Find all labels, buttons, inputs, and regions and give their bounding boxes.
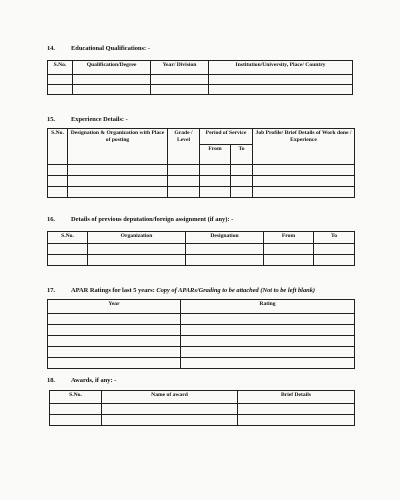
col-sno: S.No. [48, 232, 88, 244]
table-row[interactable] [48, 255, 355, 266]
col-to: To [314, 232, 355, 244]
table-row[interactable] [48, 165, 355, 176]
col-sno: S.No. [48, 129, 68, 165]
awards-table [49, 390, 355, 426]
col-designation: Designation & Organization with Place of posting [68, 129, 168, 165]
col-year: Year [48, 300, 181, 314]
col-brief-details: Brief Details [238, 391, 355, 404]
col-from: From [200, 145, 231, 165]
col-award-name: Name of award [102, 391, 238, 404]
deputation-table [47, 231, 355, 266]
col-organization: Organization [88, 232, 186, 244]
col-sno: S.No. [50, 391, 102, 404]
table-row[interactable] [48, 336, 355, 347]
apar-ratings-table [47, 299, 355, 369]
col-designation: Designation [186, 232, 264, 244]
col-institution: Institution/University, Place/ Country [209, 61, 353, 75]
section-18-title: 18. Awards, if any: - [47, 377, 117, 384]
table-row[interactable] [48, 187, 355, 198]
table-row[interactable] [48, 75, 353, 85]
col-sno: S.No. [48, 61, 73, 75]
section-17-title: 17. APAR Ratings for last 5 years: Copy of APARs/Grading to be attached (Not to be left blank) [47, 287, 316, 294]
table-row[interactable] [50, 404, 355, 415]
col-year-division: Year/ Division [151, 61, 209, 75]
col-rating: Rating [181, 300, 355, 314]
col-period: Period of Service [200, 129, 253, 145]
col-to: To [231, 145, 253, 165]
table-row[interactable] [48, 347, 355, 358]
table-row[interactable] [48, 85, 353, 95]
experience-details-table [47, 128, 355, 198]
col-job-profile: Job Profile/ Brief Details of Work done / Experience [253, 129, 355, 165]
col-qualification: Qualification/Degree [73, 61, 151, 75]
table-row[interactable] [48, 176, 355, 187]
col-from: From [264, 232, 314, 244]
educational-qualifications-table [47, 60, 353, 95]
section-15-title: 15. Experience Details: - [47, 116, 128, 123]
table-row[interactable] [48, 358, 355, 369]
table-row[interactable] [50, 415, 355, 426]
table-row[interactable] [48, 244, 355, 255]
section-14-title: 14. Educational Qualifications: - [47, 45, 150, 52]
col-grade: Grade / Level [168, 129, 200, 165]
section-16-title: 16. Details of previous deputation/foreign assignment (if any): - [47, 216, 234, 223]
table-row[interactable] [48, 314, 355, 325]
table-row[interactable] [48, 325, 355, 336]
